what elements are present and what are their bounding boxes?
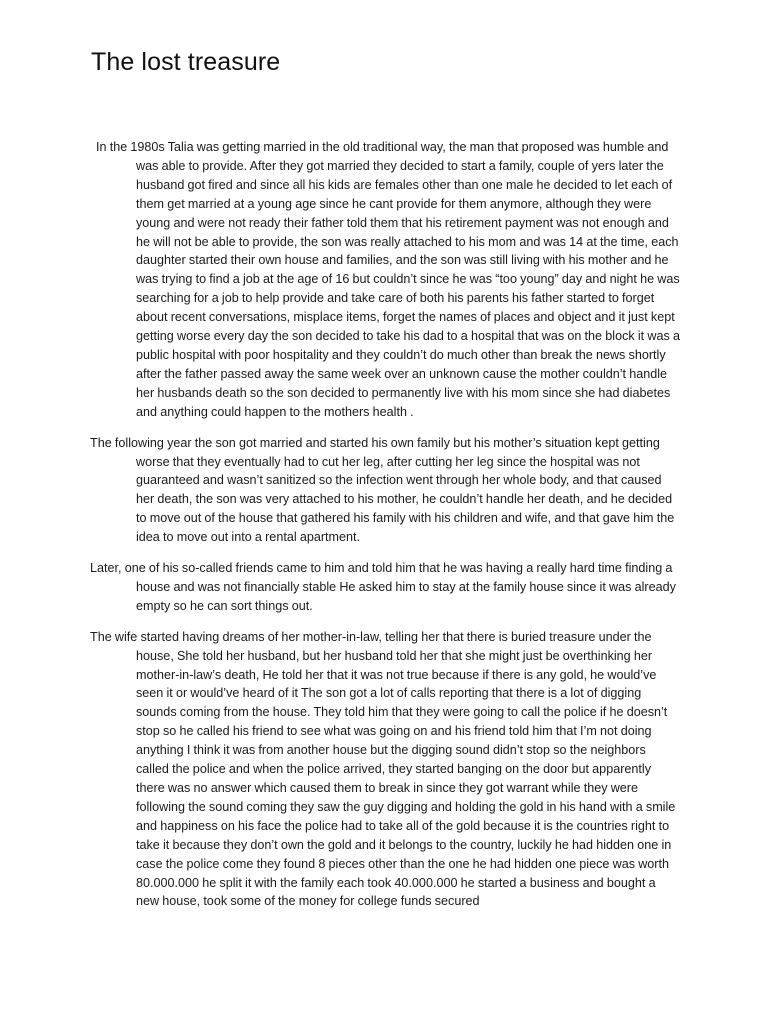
paragraph-3: Later, one of his so-called friends came to him and told him that he was having a really hard time finding a house and was not financially stable He asked him to stay at the family house since it was already empty so he can sort things out. (90, 561, 676, 613)
paragraph-2: The following year the son got married and started his own family but his mother’s situation kept getting worse that they eventually had to cut her leg, after cutting her leg since the hospital was not guaranteed and wasn’t sanitized so the infection went through her whole body, and that caused her death, the son was very attached to his mother, he couldn’t handle her death, and he decided to move out of the house that gathered his family with his children and wife, and that gave him the idea to move out into a rental apartment. (90, 435, 675, 545)
document-title: The lost treasure (91, 48, 281, 76)
paragraph-1: In the 1980s Talia was getting married in the old traditional way, the man that proposed was humble and was able to provide. After they got married they decided to start a family, couple of yers later the husband got fired and since all his kids are females other than one male he decided to let each of them get married at a young age since he cant provide for them anymore, although they were young and were not ready their father told them that his retirement payment was not enough and he will not be able to provide, the son was really attached to his mom and was 14 at the time, each daughter started their own house and families, and the son was still living with his mother and he was trying to find a job at the age of 16 but couldn’t since he was “too young” day and night he was searching for a job to help provide and take care of both his parents his father started to forget about recent conversations, misplace items, forget the names of places and object and it just kept getting worse every day the son decided to take his dad to a hospital that was on the block it was a public hospital with poor hospitality and they couldn’t do much other than break the news shortly after the father passed away the same week over an unknown cause the mother couldn’t handle her husbands death so the son decided to permanently live with his mom since she had diabetes and anything could happen to the mothers health . (96, 140, 680, 419)
paragraph-4: The wife started having dreams of her mother-in-law, telling her that there is buried treasure under the house, She told her husband, but her husband told her that she might just be overthinking her mother-in-law’s death, He told her that it was not true because if there is any gold, he would’ve seen it or would’ve heard of it The son got a lot of calls reporting that there is a lot of digging sounds coming from the house. They told him that they were going to call the police if he doesn’t stop so he called his friend to see what was going on and his friend told him that I’m not doing anything I think it was from another house but the digging sound didn’t stop so the neighbors called the police and when the police arrived, they started banging on the door but apparently there was no answer which caused them to break in since they got warrant while they were following the sound coming they saw the guy digging and holding the gold in his hand with a smile and happiness on his face the police had to take all of the gold because it is the countries right to take it because they don’t own the gold and it belongs to the country, luckily he had hidden one in case the police come they found 8 pieces other than the one he had hidden one piece was worth 80.000.000 he split it with the family each took 40.000.000 he started a business and bought a new house, took some of the money for college funds secured (90, 629, 676, 909)
document-body (90, 138, 680, 923)
